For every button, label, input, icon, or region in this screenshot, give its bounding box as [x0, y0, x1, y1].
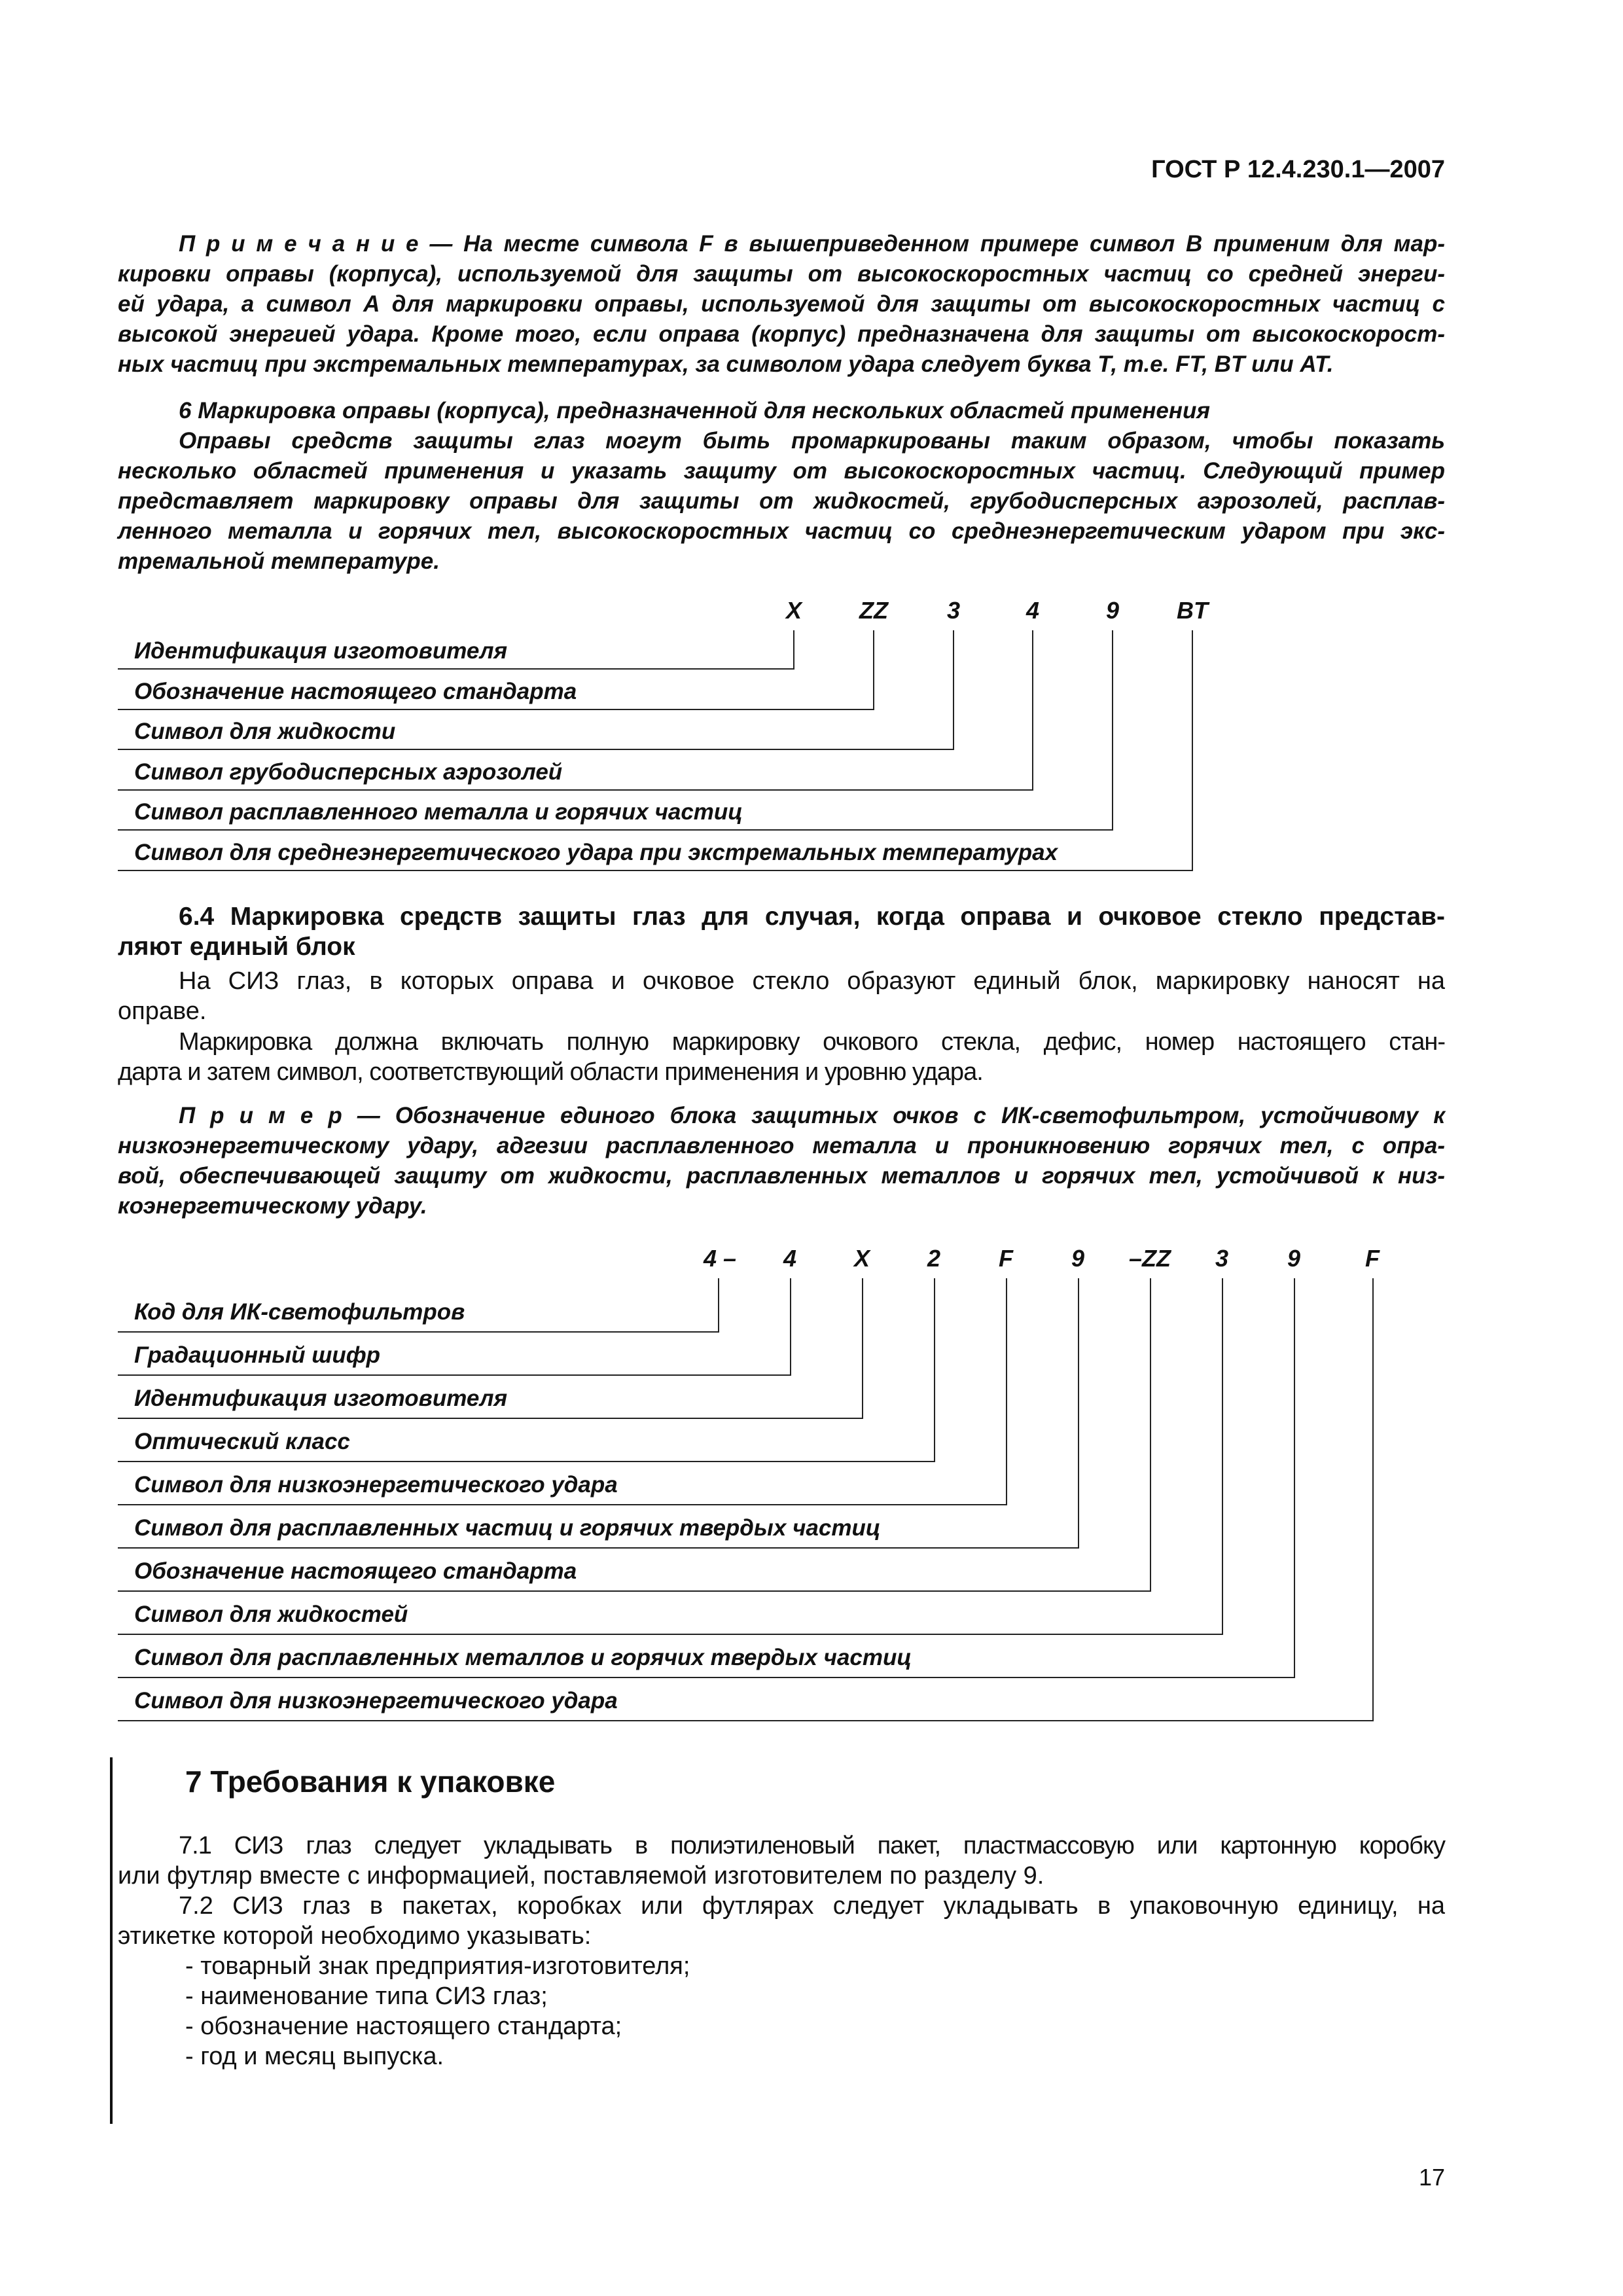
section-7-2-line-2: этикетке которой необходимо указывать: — [118, 1922, 592, 1950]
diagram1-code: BT — [1177, 597, 1208, 624]
diagram1-connector — [118, 668, 794, 670]
diagram1-connector — [793, 630, 794, 670]
diagram1-code: 3 — [946, 597, 961, 624]
diagram2-connector — [118, 1547, 1079, 1549]
item6-title: 6 Маркировка оправы (корпуса), предназначенной для нескольких областей применения — [179, 398, 1211, 423]
diagram2-connector — [862, 1278, 863, 1419]
diagram2-code: F — [999, 1245, 1013, 1272]
item6-line-4: ленного металла и горячих тел, высокоскоростных частиц со среднеэнергетическим ударом при экс- — [118, 518, 1445, 544]
diagram2-connector — [790, 1278, 791, 1376]
diagram1-connector — [118, 709, 874, 710]
example-line-4: коэнергетическому удару. — [118, 1193, 427, 1219]
section-7-title: 7 Требования к упаковке — [185, 1765, 556, 1799]
diagram2-connector — [118, 1418, 863, 1419]
list-item: - обозначение настоящего стандарта; — [185, 2013, 622, 2040]
diagram2-connector — [118, 1590, 1150, 1592]
section-6-4-title-line-2: ляют единый блок — [118, 933, 355, 961]
section-6-4-p1-line-1: На СИЗ глаз, в которых оправа и очковое стекло образуют единый блок, маркировку наносят на — [179, 967, 1445, 995]
revision-bar — [110, 1757, 113, 2124]
section-6-4-p1-line-2: оправе. — [118, 997, 207, 1025]
diagram2-label: Символ для расплавленных металлов и горячих твердых частиц — [134, 1645, 912, 1670]
note-line-4: высокой энергией удара. Кроме того, если оправа (корпус) предназначена для защиты от высокоскорост- — [118, 321, 1445, 347]
item6-line-3: представляет маркировку оправы для защиты от жидкостей, грубодисперсных аэрозолей, расплав- — [118, 488, 1445, 514]
diagram2-label: Символ для расплавленных частиц и горячих твердых частиц — [134, 1515, 881, 1541]
diagram2-connector — [1078, 1278, 1079, 1549]
diagram1-code: 9 — [1105, 597, 1120, 624]
diagram1-connector — [1112, 630, 1113, 831]
note-line-2: кировки оправы (корпуса), используемой для защиты от высокоскоростных частиц со средней энерги- — [118, 261, 1445, 287]
diagram1-connector — [118, 789, 1033, 791]
diagram2-connector — [1372, 1278, 1374, 1721]
diagram2-label: Идентификация изготовителя — [134, 1386, 508, 1411]
section-7-1-line-2: или футляр вместе с информацией, поставляемой изготовителем по разделу 9. — [118, 1862, 1044, 1890]
item6-line-5: тремальной температуре. — [118, 548, 440, 574]
diagram2-connector — [1006, 1278, 1007, 1505]
diagram2-label: Символ для низкоэнергетического удара — [134, 1472, 618, 1498]
diagram1-label: Идентификация изготовителя — [134, 638, 508, 664]
diagram1-code: ZZ — [859, 597, 888, 624]
diagram2-code: 9 — [1287, 1245, 1301, 1272]
diagram2-connector — [1294, 1278, 1295, 1678]
example-line-2: низкоэнергетическому удару, адгезии расплавленного металла и проникновению горячих тел, с опра- — [118, 1133, 1445, 1158]
note-line-1: П р и м е ч а н и е — На месте символа F в вышеприведенном примере символ В применим для мар- — [179, 231, 1445, 257]
diagram2-code: –ZZ — [1128, 1245, 1171, 1272]
diagram1-code: X — [785, 597, 802, 624]
diagram2-code: 4 – — [703, 1245, 737, 1272]
section-7-1-line-1: 7.1 СИЗ глаз следует укладывать в полиэтиленовый пакет, пластмассовую или картонную коробку — [179, 1832, 1445, 1859]
diagram2-code: 3 — [1215, 1245, 1229, 1272]
diagram1-connector — [873, 630, 874, 710]
diagram1-label: Символ для среднеэнергетического удара при экстремальных температурах — [134, 840, 1058, 865]
note-line-5: ных частиц при экстремальных температурах, за символом удара следует буква Т, т.е. FT, BT или AT. — [118, 351, 1334, 377]
diagram2-connector — [118, 1331, 719, 1333]
list-item: - товарный знак предприятия-изготовителя; — [185, 1952, 690, 1980]
section-6-4-p2-line-2: дарта и затем символ, соответствующий области применения и уровню удара. — [118, 1058, 983, 1086]
example-line-3: вой, обеспечивающей защиту от жидкости, расплавленных металлов и горячих тел, устойчивой к низ- — [118, 1163, 1445, 1189]
diagram2-connector — [118, 1677, 1294, 1678]
diagram1-connector — [118, 829, 1113, 831]
example-label: П р и м е р — [179, 1103, 342, 1128]
diagram1-connector — [118, 870, 1192, 871]
diagram2-label: Оптический класс — [134, 1429, 350, 1454]
diagram2-label: Обозначение настоящего стандарта — [134, 1558, 577, 1584]
diagram1-label: Символ расплавленного металла и горячих частиц — [134, 799, 743, 825]
page-number: 17 — [1418, 2164, 1445, 2191]
document-code: ГОСТ Р 12.4.230.1—2007 — [1151, 156, 1445, 183]
list-item: - год и месяц выпуска. — [185, 2043, 444, 2070]
diagram2-code: 4 — [783, 1245, 797, 1272]
note-line-3: ей удара, а символ А для маркировки оправы, используемой для защиты от высокоскоростных частиц с — [118, 291, 1445, 317]
diagram2-label: Символ для жидкостей — [134, 1602, 408, 1627]
diagram2-connector — [718, 1278, 719, 1333]
diagram2-connector — [118, 1504, 1007, 1505]
example-line-1: П р и м е р — Обозначение единого блока защитных очков с ИК-светофильтром, устойчивому к — [179, 1103, 1446, 1128]
diagram2-connector — [118, 1634, 1222, 1635]
diagram1-connector — [1032, 630, 1033, 791]
diagram1-label: Символ для жидкости — [134, 719, 396, 744]
diagram1-connector — [1192, 630, 1193, 871]
list-item: - наименование типа СИЗ глаз; — [185, 1982, 548, 2010]
section-6-4-p2-line-1: Маркировка должна включать полную маркировку очкового стекла, дефис, номер настоящего стан- — [179, 1028, 1445, 1056]
diagram2-connector — [934, 1278, 935, 1462]
diagram2-connector — [118, 1374, 791, 1376]
diagram2-code: F — [1365, 1245, 1380, 1272]
section-6-4-title-line-1: 6.4 Маркировка средств защиты глаз для случая, когда оправа и очковое стекло представ- — [179, 903, 1445, 931]
diagram2-label: Символ для низкоэнергетического удара — [134, 1688, 618, 1713]
diagram2-label: Градационный шифр — [134, 1342, 381, 1368]
diagram2-code: 2 — [927, 1245, 941, 1272]
diagram2-label: Код для ИК-светофильтров — [134, 1299, 465, 1325]
diagram1-connector — [118, 749, 954, 750]
diagram2-connector — [1222, 1278, 1223, 1635]
diagram2-connector — [1150, 1278, 1151, 1592]
item6-line-1: Оправы средств защиты глаз могут быть промаркированы таким образом, чтобы показать — [179, 428, 1445, 454]
diagram1-label: Обозначение настоящего стандарта — [134, 679, 577, 704]
diagram2-code: X — [853, 1245, 870, 1272]
diagram1-label: Символ грубодисперсных аэрозолей — [134, 759, 563, 785]
diagram1-connector — [953, 630, 954, 750]
diagram1-code: 4 — [1026, 597, 1040, 624]
item6-line-2: несколько областей применения и указать защиту от высокоскоростных частиц. Следующий пример — [118, 458, 1445, 484]
note-label: П р и м е ч а н и е — [179, 231, 419, 257]
diagram2-code: 9 — [1071, 1245, 1085, 1272]
diagram2-connector — [118, 1461, 935, 1462]
diagram2-connector — [118, 1720, 1373, 1721]
section-7-2-line-1: 7.2 СИЗ глаз в пакетах, коробках или футлярах следует укладывать в упаковочную единицу, на — [179, 1892, 1445, 1920]
